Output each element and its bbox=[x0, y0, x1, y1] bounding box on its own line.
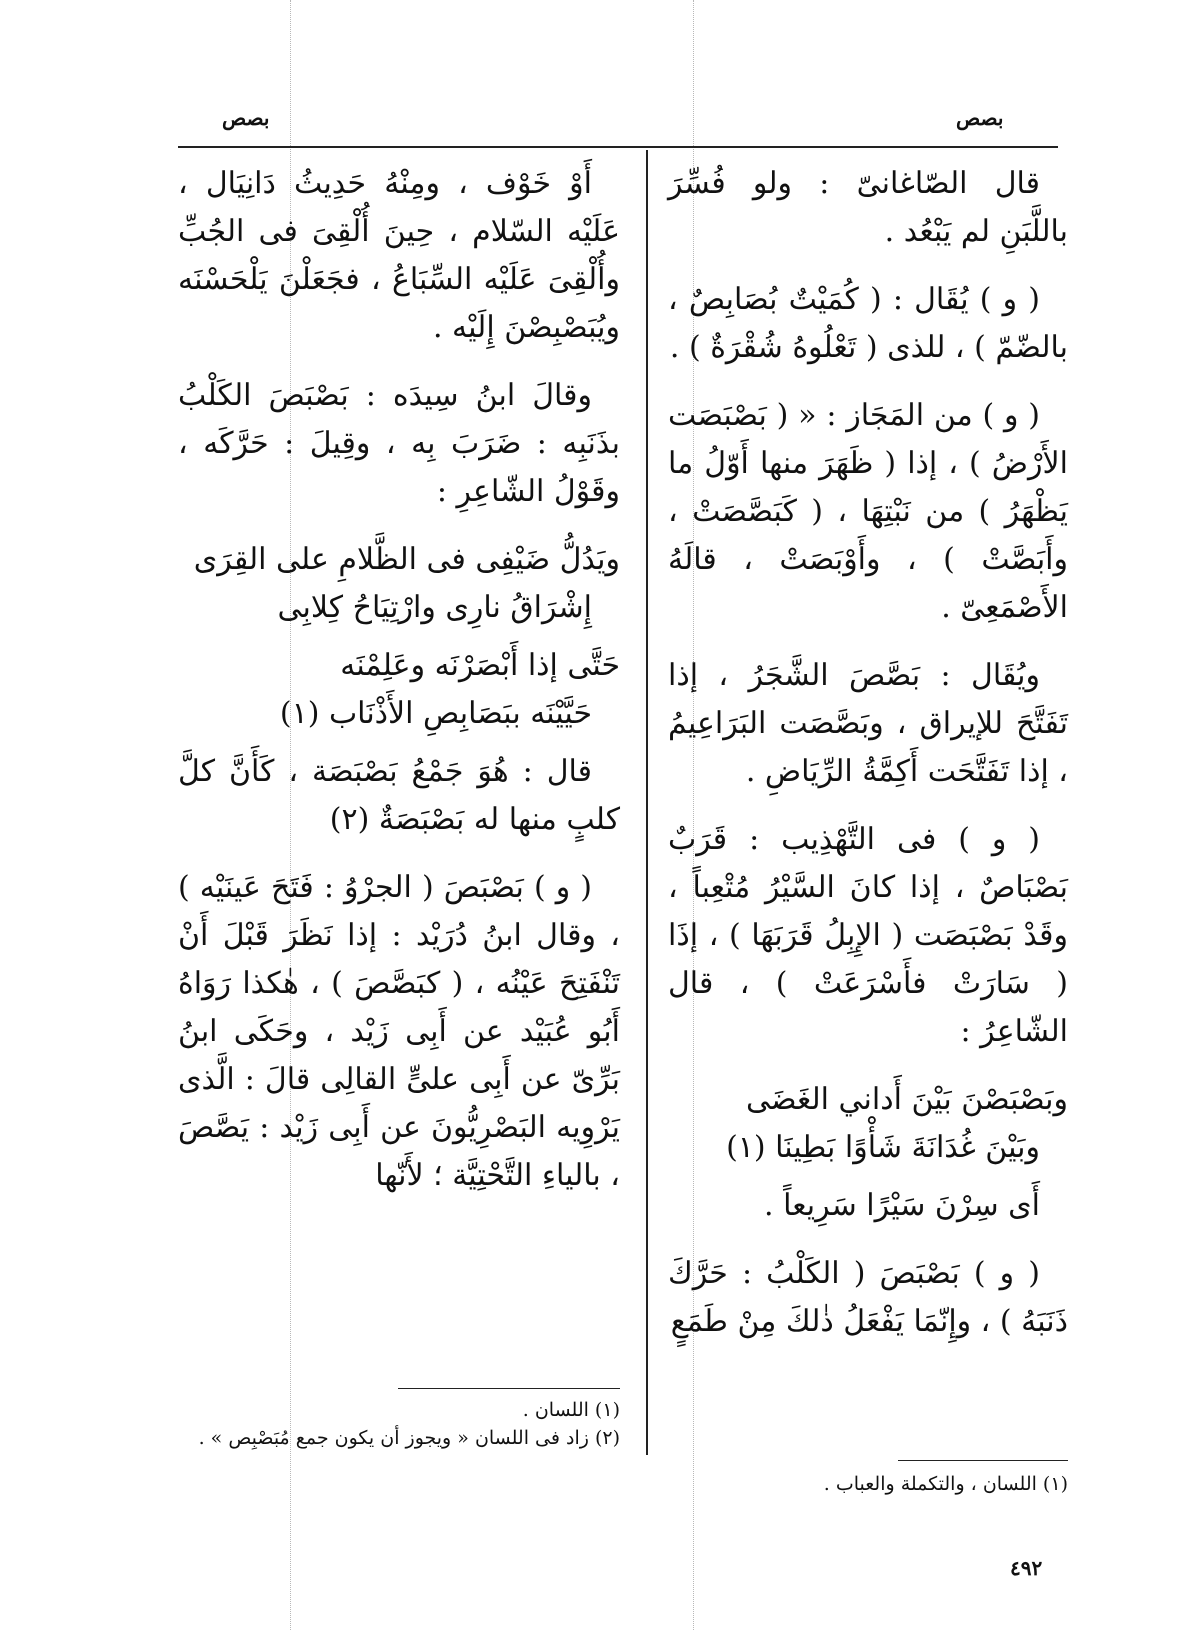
poetry-verse bbox=[178, 536, 620, 632]
paragraph: ويُقَال : بَصَّصَ الشَّجَرُ ، إذا تَفَتَّحَ للإيراق ، وبَصَّصَت البَرَاعِيمُ ، إذا تَفَتَّحَت أَكِمَّةُ الرِّيَاضِ . bbox=[668, 658, 1068, 789]
footnote-rule bbox=[898, 1460, 1068, 1461]
page-number: ٤٩٢ bbox=[1010, 1556, 1043, 1580]
running-head-left: بصص bbox=[222, 106, 270, 130]
paragraph: قال الصّاغانىّ : ولو فُسِّرَ باللَّبَنِ لم يَبْعُد . bbox=[668, 166, 1068, 249]
footnote: (١) اللسان . bbox=[522, 1399, 620, 1421]
footnote-rule bbox=[398, 1388, 620, 1389]
verse-hemistich: ويَدُلُّ ضَيْفِى فى الظَّلامِ على القِرَى bbox=[193, 542, 620, 577]
paragraph: ( و ) بَصْبَصَ ( الجرْوُ : فَتَحَ عَينَيْه ) ، وقال ابنُ دُرَيْد : إذا نَظَرَ قَبْلَ أَنْ تَنْفَتِحَ عَيْنُه ، ( كبَصَّصَ ) ، هٰكذا رَوَاهُ أَبُو عُبَيْد عن أَبِى زَيْد ، وحَكَى ابنُ بَرِّىّ عن أَبِى علىٍّ القالِى قالَ : الَّذى يَرْوِيه البَصْرِيُّونَ عن أَبِى زَيْد : يَصَّصَ ، بالياءِ التَّحْتِيَّة ؛ لأَنّها bbox=[178, 870, 620, 1193]
left-column bbox=[178, 160, 620, 1220]
verse-hemistich: حَيَّيْنَه ببَصَابِصِ الأَذْنَاب (١) bbox=[279, 696, 592, 731]
paragraph: وقالَ ابنُ سِيدَه : بَصْبَصَ الكَلْبُ بذَنَبِه : ضَرَبَ بِه ، وقِيلَ : حَرَّكَه ، وقَوْلُ الشّاعِرِ : bbox=[178, 378, 620, 509]
paragraph: أَوْ خَوْف ، ومِنْهُ حَدِيثُ دَانِيَال ، عَلَيْه السّلام ، حِينَ أُلْقِىَ فى الجُبِّ وأُلْقِىَ عَلَيْه السِّبَاعُ ، فجَعَلْنَ يَلْحَسْنَه ويُبَصْبِصْنَ إِلَيْه . bbox=[178, 166, 620, 345]
footnotes-left bbox=[178, 1396, 620, 1452]
footnotes-right bbox=[668, 1470, 1068, 1498]
verse-hemistich: حَتَّى إذا أَبْصَرْنَه وعَلِمْنَه bbox=[340, 648, 620, 683]
paragraph: ( و ) يُقَال : ( كُمَيْتٌ بُصَابِصٌ ، بالضّمّ ) ، للذى ( تَعْلُوهُ شُقْرَةٌ ) . bbox=[668, 282, 1068, 365]
verse-hemistich: وبَيْنَ غُدَانَةَ شَأْوًا بَطِينَا (١) bbox=[726, 1130, 1040, 1165]
paragraph: ( و ) بَصْبَصَ ( الكَلْبُ : حَرَّكَ ذَنَبَهُ ) ، وإِنّمَا يَفْعَلُ ذٰلكَ مِنْ طَمَعٍ bbox=[668, 1256, 1068, 1339]
paragraph: أَى سِرْنَ سَيْرًا سَرِيعاً . bbox=[764, 1188, 1040, 1223]
right-column bbox=[668, 160, 1068, 1366]
running-head-right: بصص bbox=[956, 106, 1004, 130]
poetry-verse bbox=[668, 1076, 1068, 1172]
header-rule bbox=[178, 146, 1058, 148]
column-divider bbox=[646, 150, 648, 1455]
footnote: (١) اللسان ، والتكملة والعباب . bbox=[823, 1473, 1068, 1495]
paragraph: ( و ) من المَجَاز : « ( بَصْبَصَت الأَرْضُ ) ، إذا ( ظَهَرَ منها أَوّلُ ما يَظْهَرُ ) من نَبْتِهَا ، ( كَبَصَّصَتْ ، وأَبَصَّتْ ) ، وأَوْبَصَتْ ، قالَهُ الأَصْمَعِىّ . bbox=[668, 398, 1068, 625]
poetry-verse bbox=[178, 642, 620, 738]
verse-hemistich: إِشْرَاقُ نارِى وارْتِيَاحُ كِلابِى bbox=[277, 590, 592, 625]
verse-hemistich: وبَصْبَصْنَ بَيْنَ أَداني الغَضَى bbox=[746, 1082, 1068, 1117]
footnote: (٢) زاد فى اللسان « ويجوز أن يكون جمع مُبَصْبِص » . bbox=[198, 1427, 620, 1449]
paragraph: ( و ) فى التَّهْذِيب : قَرَبٌ بَصْبَاصٌ ، إذا كانَ السَّيْرُ مُتْعِباً ، وقَدْ بَصْبَصَت ( الإِبِلُ قَرَبَهَا ) ، إذَا ( سَارَتْ فأَسْرَعَتْ ) ، قال الشّاعِرُ : bbox=[668, 822, 1068, 1049]
paragraph: قال : هُوَ جَمْعُ بَصْبَصَة ، كَأَنَّ كلَّ كلبٍ منها له بَصْبَصَةٌ (٢) bbox=[178, 754, 620, 837]
